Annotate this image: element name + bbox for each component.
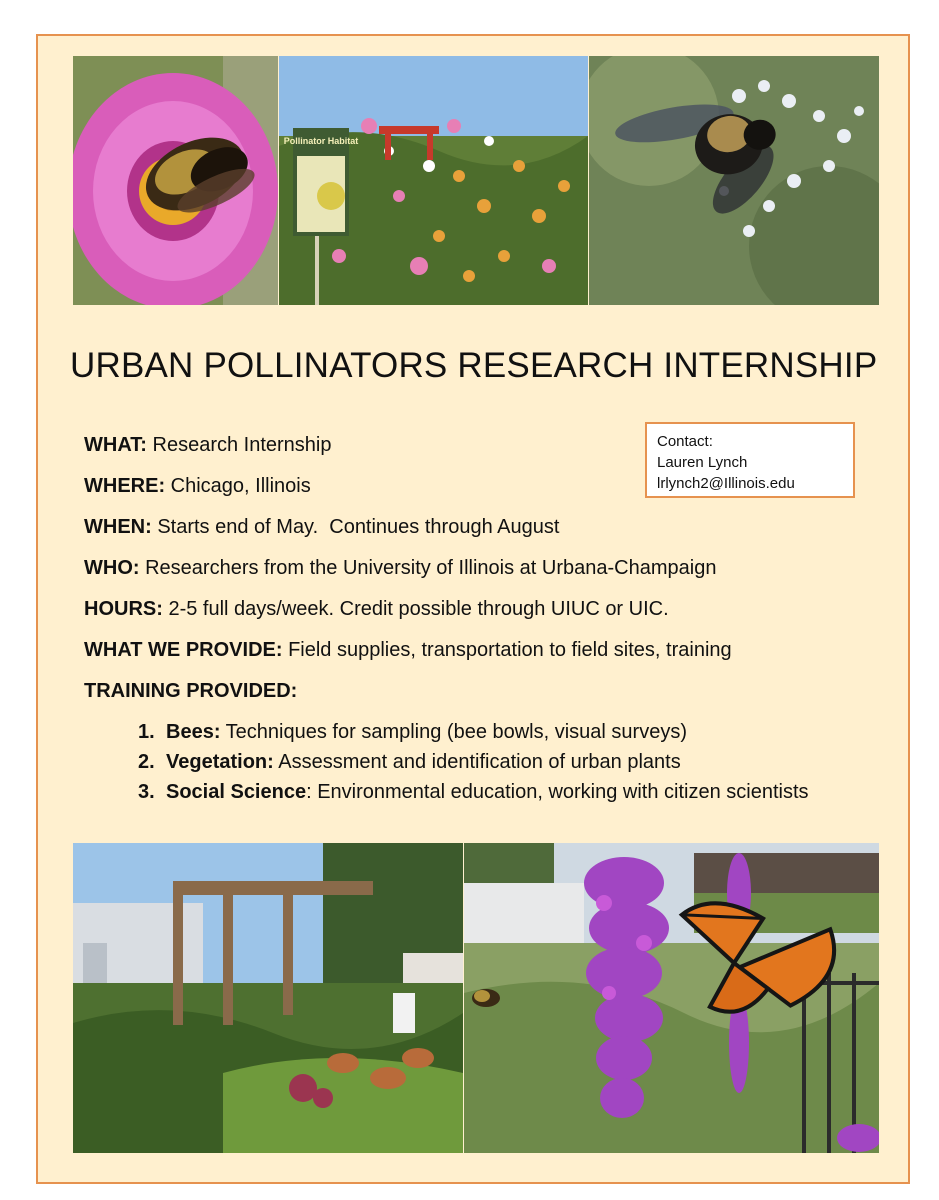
detail-value: Researchers from the University of Illinois at Urbana-Champaign [139,557,717,579]
training-label: Vegetation: [166,751,274,773]
detail-value: 2-5 full days/week. Credit possible through UIUC or UIC. [162,598,669,620]
detail-what [84,432,704,473]
training-value: Techniques for sampling (bee bowls, visual surveys) [220,721,687,743]
detail-when [84,514,704,555]
detail-label: WHERE: [84,475,166,497]
training-label: Bees: [166,721,221,743]
detail-value: Chicago, Illinois [165,475,311,497]
training-item-social-science [138,779,878,809]
contact-box [645,422,855,498]
sign-title: Pollinator Habitat [283,136,359,146]
photo-carpenter-bee [589,56,879,305]
detail-hours [84,596,704,637]
detail-label: WHAT WE PROVIDE: [84,639,283,661]
detail-label: WHEN: [84,516,152,538]
photo-bee-on-zinnia [73,56,278,305]
contact-heading: Contact: [657,433,713,450]
detail-where [84,473,704,514]
training-number: 2. [138,751,155,773]
detail-label: WHO: [84,557,140,579]
photo-monarch-butterfly [464,843,879,1153]
detail-who [84,555,717,596]
detail-value: Starts end of May. Continues through August [151,516,560,538]
detail-value: Field supplies, transportation to field sites, training [282,639,732,661]
training-label: Social Science [166,781,307,803]
flyer [36,34,910,1184]
detail-value: Research Internship [146,434,332,456]
contact-name: Lauren Lynch [657,454,748,471]
page-title: URBAN POLLINATORS RESEARCH INTERNSHIP [70,346,878,385]
training-list [138,719,878,809]
photo-backyard-garden [73,843,463,1153]
training-item-bees [138,719,878,749]
detail-what-we-provide [84,637,732,678]
training-item-vegetation [138,749,878,779]
contact-email[interactable]: lrlynch2@Illinois.edu [657,475,795,492]
detail-label: HOURS: [84,598,163,620]
detail-label: WHAT: [84,434,147,456]
training-value: : Environmental education, working with citizen scientists [306,781,809,803]
detail-label: TRAINING PROVIDED: [84,680,298,702]
photo-pollinator-habitat [279,56,588,305]
training-value: Assessment and identification of urban plants [273,751,681,773]
training-number: 3. [138,781,155,803]
training-number: 1. [138,721,155,743]
detail-training-provided [84,678,704,719]
